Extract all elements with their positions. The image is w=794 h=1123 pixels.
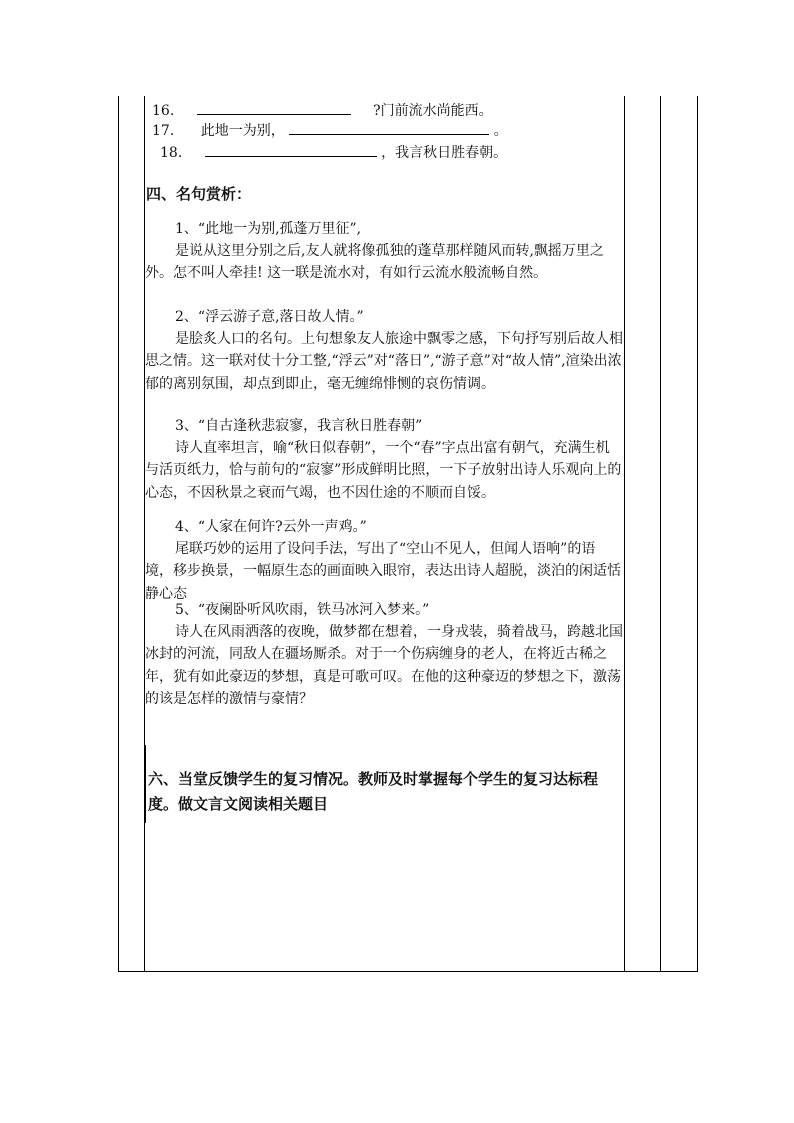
analysis-paragraph: 诗人直率坦言，喻“秋日似春朝”，一个“春”字点出富有朝气，充满生机与活页纸力，恰与前句的“寂寥”形成鲜明比照，一下子放射出诗人乐观向上的心态，不因秋景之衰而气竭，也不因仕途的不顺而自馁。 [145, 440, 622, 501]
analysis-paragraph: 尾联巧妙的运用了设问手法，写出了“空山不见人，但闻人语响”的语境，移步换景，一幅原生态的画面映入眼帘，表达出诗人超脱，淡泊的闲适恬静心态 [145, 541, 621, 602]
analysis-paragraph: 是脍炙人口的名句。上句想象友人旅途中飘零之感，下句抒写别后故人相思之情。这一联对仗十分工整,“浮云”对“落日”,“游子意”对“故人情”,渲染出浓郁的离别氛围，却点到即止，毫无缠绵悱恻的哀伤情调。 [145, 331, 623, 392]
table-border-right [697, 96, 698, 972]
blank-text: ，我言秋日胜春朝。 [381, 145, 508, 161]
blank-number: 16. [152, 103, 175, 119]
blank-text: ?门前流水尚能西。 [373, 103, 493, 119]
quote-line: 1、“此地一为别,孤蓬万里征”, [175, 221, 362, 237]
fill-blank-17 [152, 120, 508, 141]
blank-number: 18. [160, 145, 183, 161]
quote-line: 3、“自古逢秋悲寂寥，我言秋日胜春朝” [175, 418, 423, 434]
analysis-paragraph: 是说从这里分别之后,友人就将像孤独的蓬草那样随风而转,飘摇万里之外。怎不叫人牵挂! 这一联是流水对，有如行云流水般流畅自然。 [145, 243, 604, 282]
blank-number: 17. [152, 123, 175, 139]
quote-line: 2、“浮云游子意,落日故人情。” [175, 309, 364, 325]
table-border-left [118, 96, 119, 972]
fill-blank-18 [160, 142, 507, 163]
table-column-divider [660, 96, 661, 972]
fill-blank-16 [152, 100, 493, 121]
section-six-text: 六、当堂反馈学生的复习情况。教师及时掌握每个学生的复习达标程度。做文言文阅读相关题目 [148, 770, 599, 813]
quote-line: 5、“夜阑卧听风吹雨，铁马冰河入梦来。” [175, 602, 430, 618]
quote-line: 4、“人家在何许?云外一声鸡。” [175, 519, 367, 535]
answer-blank [205, 142, 377, 157]
answer-blank [197, 100, 351, 115]
blank-text: 。 [493, 123, 508, 139]
answer-blank [289, 120, 489, 135]
blank-text: 此地一为别， [200, 123, 285, 139]
table-column-divider [624, 96, 625, 972]
analysis-paragraph: 诗人在风雨洒落的夜晚，做梦都在想着，一身戎装，骑着战马，跨越北国冰封的河流，同敌人在疆场厮杀。对于一个伤病缠身的老人，在将近古稀之年，犹有如此豪迈的梦想，真是可歌可叹。在他的这种豪迈的梦想之下，激荡的该是怎样的激情与豪情？ [145, 624, 623, 708]
table-border-bottom [118, 971, 698, 972]
section-heading: 四、名句赏析： [146, 185, 252, 203]
section-marker-bar [144, 745, 146, 823]
